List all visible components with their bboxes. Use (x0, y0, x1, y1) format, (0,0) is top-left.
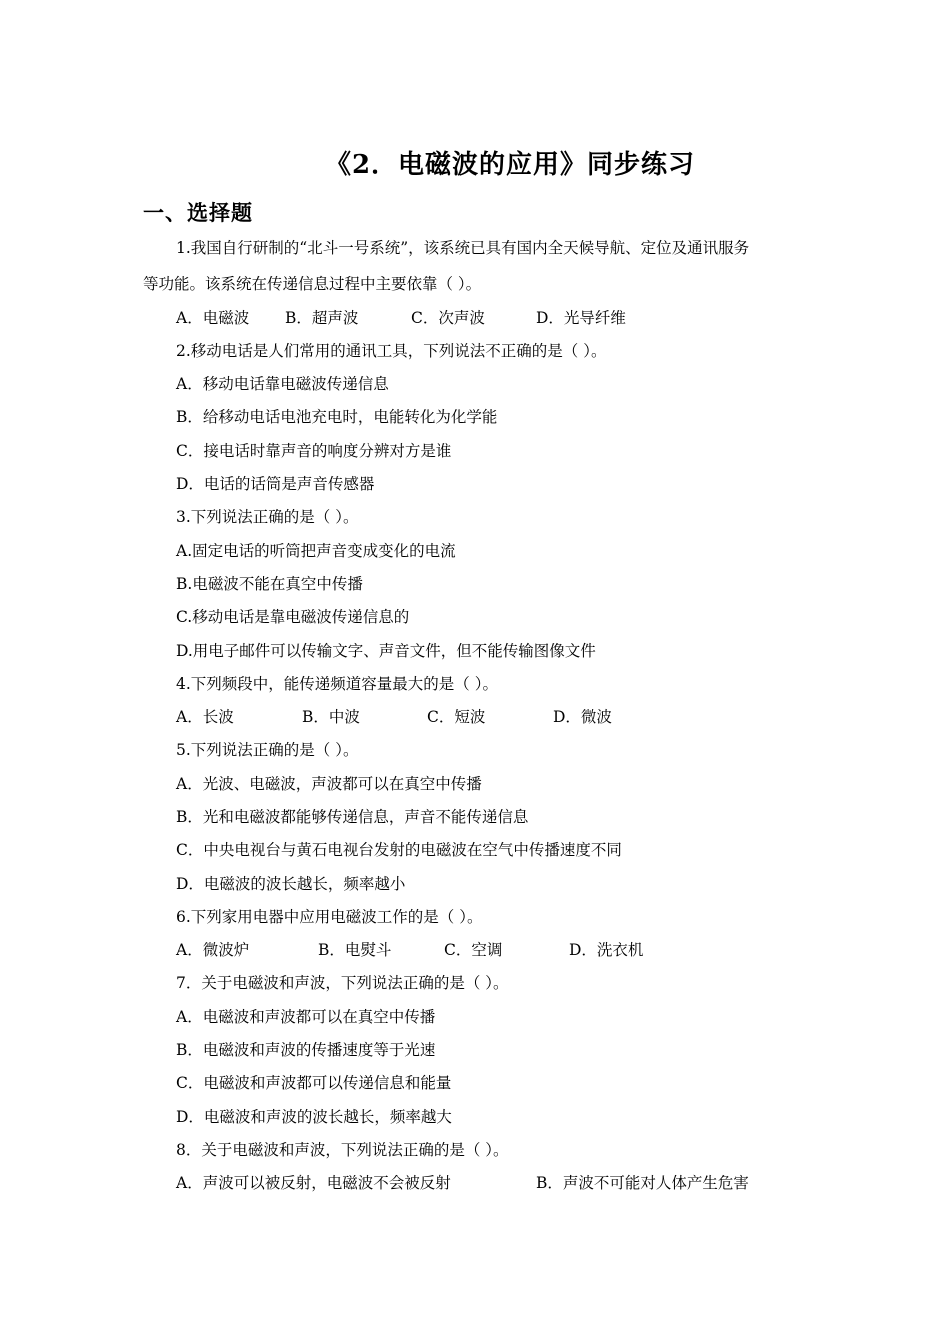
question-2-option-b: B．给移动电话电池充电时，电能转化为化学能 (176, 408, 498, 426)
section-heading: 一、选择题 (143, 200, 253, 225)
option-a: A．微波炉 (176, 941, 250, 959)
question-7-stem: 7．关于电磁波和声波，下列说法正确的是（ ）。 (176, 974, 509, 992)
question-2-option-c: C．接电话时靠声音的响度分辨对方是谁 (176, 442, 452, 460)
question-5-option-c: C．中央电视台与黄石电视台发射的电磁波在空气中传播速度不同 (176, 841, 622, 859)
question-6-stem: 6.下列家用电器中应用电磁波工作的是（ ）。 (176, 908, 483, 926)
question-5-option-d: D．电磁波的波长越长，频率越小 (176, 875, 406, 893)
question-5-option-b: B．光和电磁波都能够传递信息，声音不能传递信息 (176, 808, 529, 826)
question-7-option-d: D．电磁波和声波的波长越长，频率越大 (176, 1108, 452, 1126)
question-2-stem: 2.移动电话是人们常用的通讯工具，下列说法不正确的是（ ）。 (176, 342, 607, 360)
option-c: C．短波 (427, 708, 486, 726)
question-1-stem-line2: 等功能。该系统在传递信息过程中主要依靠（ ）。 (143, 275, 482, 293)
option-b: B．电熨斗 (318, 941, 392, 959)
question-3-stem: 3.下列说法正确的是（ ）。 (176, 508, 359, 526)
option-d: D．洗衣机 (569, 941, 644, 959)
question-3-option-b: B.电磁波不能在真空中传播 (176, 575, 363, 593)
page-title: 《2．电磁波的应用》同步练习 (324, 150, 696, 180)
question-2-option-d: D．电话的话筒是声音传感器 (176, 475, 375, 493)
question-4-stem: 4.下列频段中，能传递频道容量最大的是（ ）。 (176, 675, 498, 693)
option-c: C．空调 (444, 941, 503, 959)
option-b: B．中波 (302, 708, 360, 726)
question-7-option-c: C．电磁波和声波都可以传递信息和能量 (176, 1074, 452, 1092)
option-a: A．电磁波 (176, 309, 250, 327)
question-7-option-a: A．电磁波和声波都可以在真空中传播 (176, 1008, 436, 1026)
option-c: C．次声波 (411, 309, 485, 327)
option-b: B．声波不可能对人体产生危害 (536, 1174, 749, 1192)
question-5-stem: 5.下列说法正确的是（ ）。 (176, 741, 359, 759)
option-a: A．声波可以被反射，电磁波不会被反射 (176, 1174, 451, 1192)
option-d: D．光导纤维 (536, 309, 626, 327)
option-b: B．超声波 (285, 309, 359, 327)
question-3-option-d: D.用电子邮件可以传输文字、声音文件，但不能传输图像文件 (176, 642, 596, 660)
option-d: D．微波 (553, 708, 612, 726)
question-5-option-a: A．光波、电磁波，声波都可以在真空中传播 (176, 775, 482, 793)
question-3-option-a: A.固定电话的听筒把声音变成变化的电流 (176, 542, 456, 560)
question-1-stem-line1: 1.我国自行研制的“北斗一号系统”，该系统已具有国内全天候导航、定位及通讯服务 (176, 239, 750, 257)
question-2-option-a: A．移动电话靠电磁波传递信息 (176, 375, 389, 393)
question-8-stem: 8．关于电磁波和声波，下列说法正确的是（ ）。 (176, 1141, 509, 1159)
question-7-option-b: B．电磁波和声波的传播速度等于光速 (176, 1041, 436, 1059)
question-3-option-c: C.移动电话是靠电磁波传递信息的 (176, 608, 410, 626)
option-a: A．长波 (176, 708, 234, 726)
